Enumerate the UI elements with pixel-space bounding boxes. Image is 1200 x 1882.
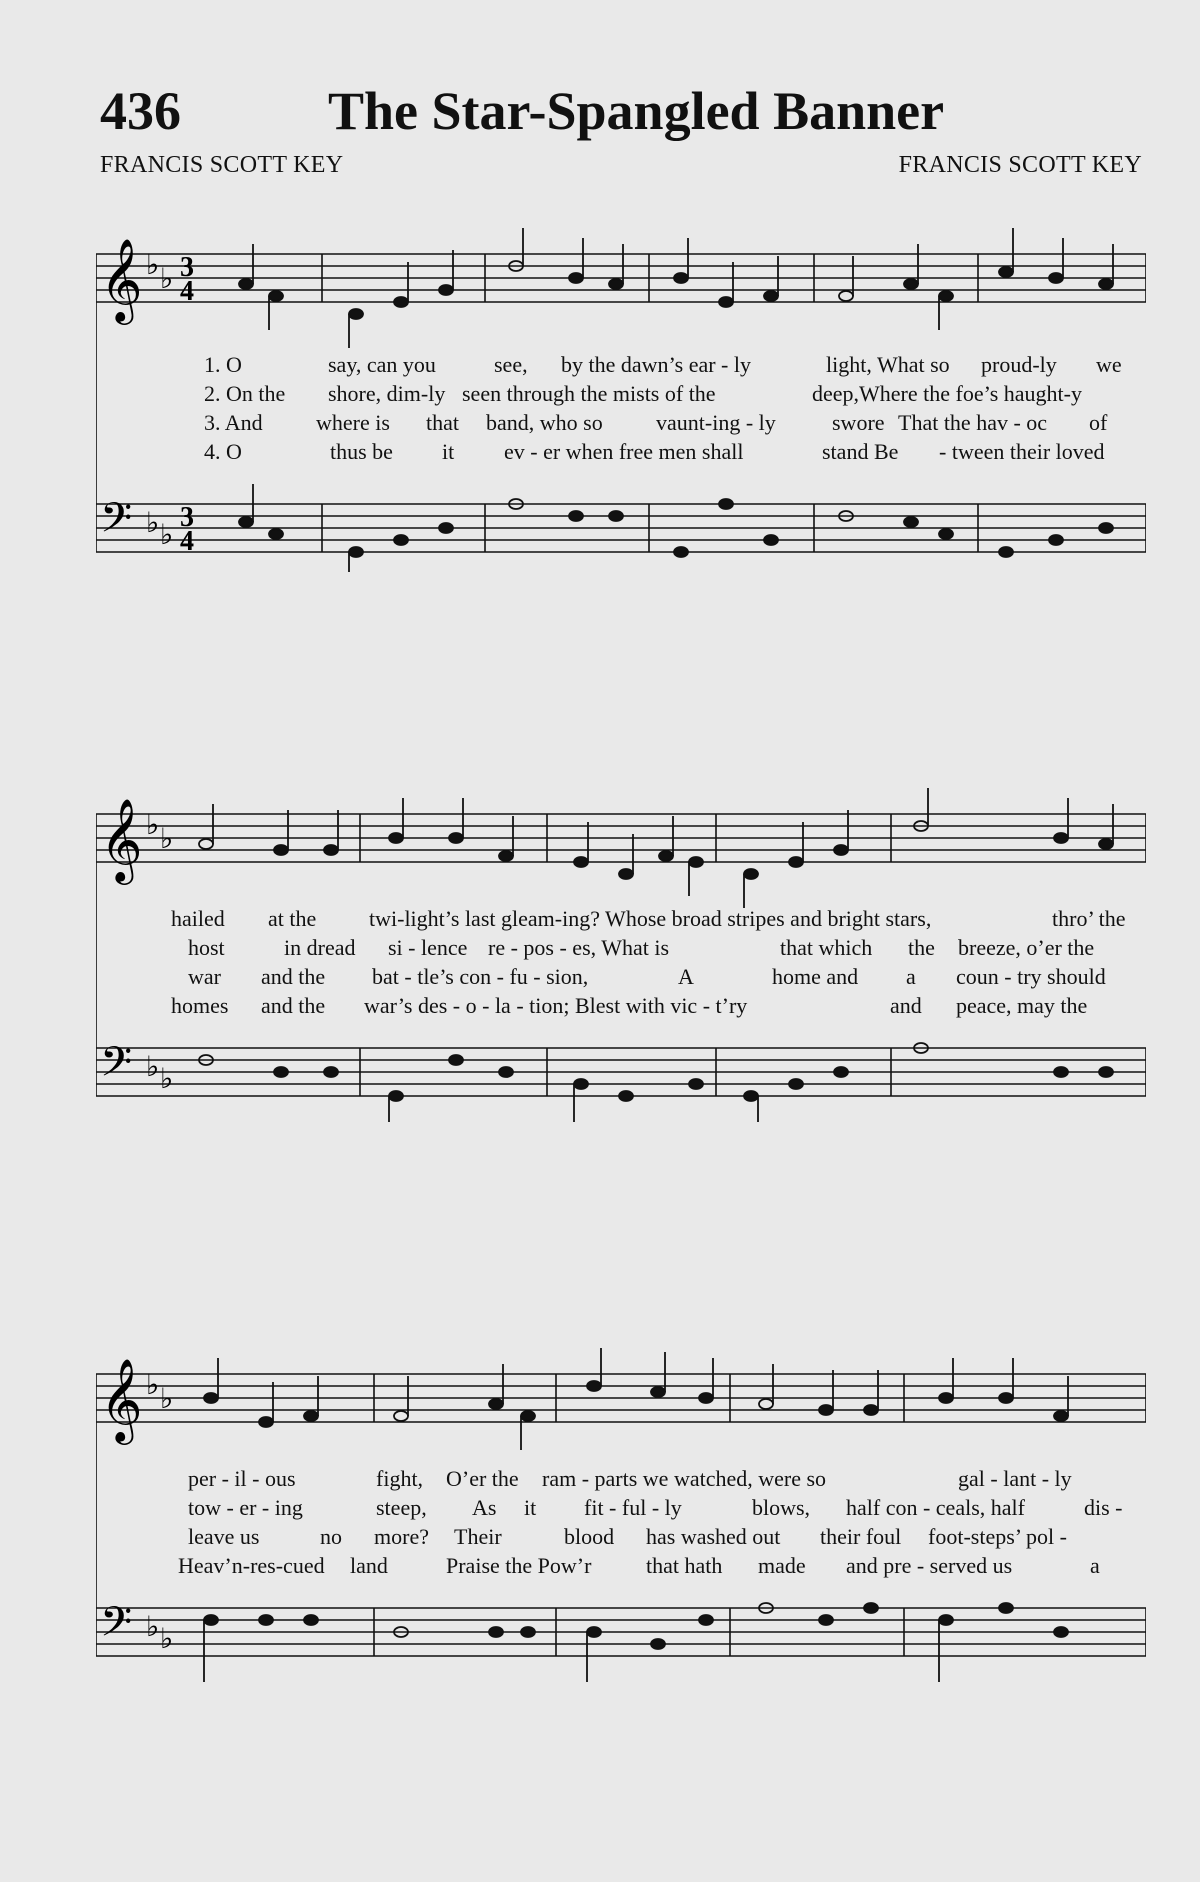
music-system-1	[96, 222, 1146, 582]
lyric: breeze, o’er the	[958, 935, 1095, 960]
lyric: vaunt-ing - ly	[656, 410, 776, 435]
lyric: A	[678, 964, 694, 989]
lyric: we	[1096, 352, 1122, 377]
lyric: war’s des - o - la - tion; Blest with vic - t’ry	[364, 993, 748, 1018]
lyric-line	[96, 1524, 1146, 1554]
lyric: foot-steps’ pol -	[928, 1524, 1067, 1549]
lyric: homes	[171, 993, 229, 1018]
lyric: that which	[780, 935, 873, 960]
lyric: the	[908, 935, 935, 960]
svg-text:♭: ♭	[146, 1368, 160, 1401]
lyric-line	[96, 993, 1146, 1023]
svg-text:𝄞: 𝄞	[100, 1357, 143, 1441]
svg-text:♭: ♭	[146, 248, 160, 281]
lyric: bat - tle’s con - fu - sion,	[372, 964, 589, 989]
lyric: band, who so	[486, 410, 603, 435]
lyric: and pre - served us	[846, 1553, 1013, 1578]
lyric: seen through the mists of the	[462, 381, 716, 406]
svg-text:𝄞: 𝄞	[100, 797, 143, 881]
lyric: more?	[374, 1524, 429, 1549]
lyric: dis -	[1084, 1495, 1123, 1520]
lyric: fit - ful - ly	[584, 1495, 682, 1520]
lyric: thus be	[330, 439, 393, 464]
lyric: 2. On the	[204, 381, 286, 406]
lyric: that	[426, 410, 459, 435]
svg-text:♭: ♭	[146, 808, 160, 841]
lyric: ev - er when free men shall	[504, 439, 744, 464]
svg-text:♭: ♭	[146, 506, 160, 539]
lyric: blood	[564, 1524, 615, 1549]
lyric: deep,Where the foe’s haught-y	[812, 381, 1082, 406]
svg-text:♭: ♭	[160, 518, 174, 551]
lyric: peace, may the	[956, 993, 1088, 1018]
hymn-title: The Star-Spangled Banner	[328, 81, 945, 141]
lyric-line	[96, 352, 1146, 382]
lyric: it	[524, 1495, 537, 1520]
hymn-number: 436	[100, 81, 181, 141]
lyric-line	[96, 410, 1146, 440]
svg-text:♭: ♭	[160, 1062, 174, 1095]
lyric: per - il - ous	[188, 1466, 296, 1491]
lyric: ram - parts we watched, were so	[542, 1466, 827, 1491]
music-credit: FRANCIS SCOTT KEY	[898, 152, 1142, 178]
lyric: and the	[261, 964, 326, 989]
lyric: light, What so	[826, 352, 950, 377]
lyric: of	[1089, 410, 1108, 435]
svg-text:𝄢: 𝄢	[100, 1038, 133, 1096]
svg-text:4: 4	[180, 276, 194, 307]
music-system-2	[96, 782, 1146, 1142]
lyric: That the hav - oc	[898, 410, 1048, 435]
svg-text:♭: ♭	[146, 1610, 160, 1643]
lyric: and	[890, 993, 922, 1018]
svg-text:♭: ♭	[160, 262, 174, 295]
svg-text:𝄞: 𝄞	[100, 237, 143, 321]
lyric: As	[472, 1495, 497, 1520]
lyric: where is	[316, 410, 390, 435]
lyric: proud-ly	[981, 352, 1057, 377]
svg-text:3: 3	[180, 502, 194, 533]
lyric-line	[96, 935, 1146, 965]
lyric: fight,	[376, 1466, 424, 1491]
lyric-line	[96, 1466, 1146, 1496]
svg-text:♭: ♭	[160, 1382, 174, 1415]
svg-text:3: 3	[180, 252, 194, 283]
svg-text:4: 4	[180, 526, 194, 557]
lyric: blows,	[752, 1495, 811, 1520]
lyric: si - lence	[388, 935, 468, 960]
lyric: war	[188, 964, 221, 989]
svg-text:♭: ♭	[146, 1050, 160, 1083]
lyric: Heav’n-res-cued	[178, 1553, 325, 1578]
lyric: swore	[832, 410, 885, 435]
svg-text:♭: ♭	[160, 822, 174, 855]
lyric: a	[906, 964, 916, 989]
lyric-line	[96, 1553, 1146, 1583]
lyric: their foul	[820, 1524, 902, 1549]
lyric: that hath	[646, 1553, 723, 1578]
lyric: steep,	[376, 1495, 427, 1520]
lyric: and the	[261, 993, 326, 1018]
svg-text:♭: ♭	[160, 1622, 174, 1655]
lyric: stand Be	[822, 439, 899, 464]
lyric: home and	[772, 964, 859, 989]
lyric: a	[1090, 1553, 1100, 1578]
lyric: it	[442, 439, 455, 464]
lyric: twi-light’s last gleam-ing? Whose broad stripes and bright stars,	[369, 906, 932, 931]
lyric: 3. And	[204, 410, 263, 435]
lyric-line	[96, 439, 1146, 469]
lyric: 4. O	[204, 439, 242, 464]
lyric: half con - ceals, half	[846, 1495, 1025, 1520]
lyric: O’er the	[446, 1466, 519, 1491]
lyric-line	[96, 1495, 1146, 1525]
lyric: land	[350, 1553, 388, 1578]
lyric: has washed out	[646, 1524, 781, 1549]
music-system-3	[96, 1342, 1146, 1702]
lyric: tow - er - ing	[188, 1495, 303, 1520]
lyric: Their	[454, 1524, 502, 1549]
lyric: made	[758, 1553, 806, 1578]
svg-text:𝄢: 𝄢	[100, 1598, 133, 1656]
lyric: leave us	[188, 1524, 260, 1549]
lyric: in dread	[284, 935, 356, 960]
lyric: re - pos - es, What is	[488, 935, 670, 960]
lyric: gal - lant - ly	[958, 1466, 1072, 1491]
lyric: - tween their loved	[939, 439, 1105, 464]
lyric: by the dawn’s ear - ly	[561, 352, 751, 377]
lyric: 1. O	[204, 352, 242, 377]
lyric: shore, dim-ly	[328, 381, 446, 406]
lyric: see,	[494, 352, 528, 377]
lyric: say, can you	[328, 352, 436, 377]
lyric: no	[320, 1524, 342, 1549]
lyric: host	[188, 935, 225, 960]
lyric: Praise the Pow’r	[446, 1553, 592, 1578]
lyric-line	[96, 381, 1146, 411]
lyric: hailed	[171, 906, 225, 931]
lyric: coun - try should	[956, 964, 1106, 989]
svg-text:𝄢: 𝄢	[100, 494, 133, 552]
lyric: thro’ the	[1052, 906, 1126, 931]
lyric-line	[96, 906, 1146, 936]
words-credit: FRANCIS SCOTT KEY	[100, 152, 344, 178]
lyric-line	[96, 964, 1146, 994]
lyric: at the	[268, 906, 317, 931]
